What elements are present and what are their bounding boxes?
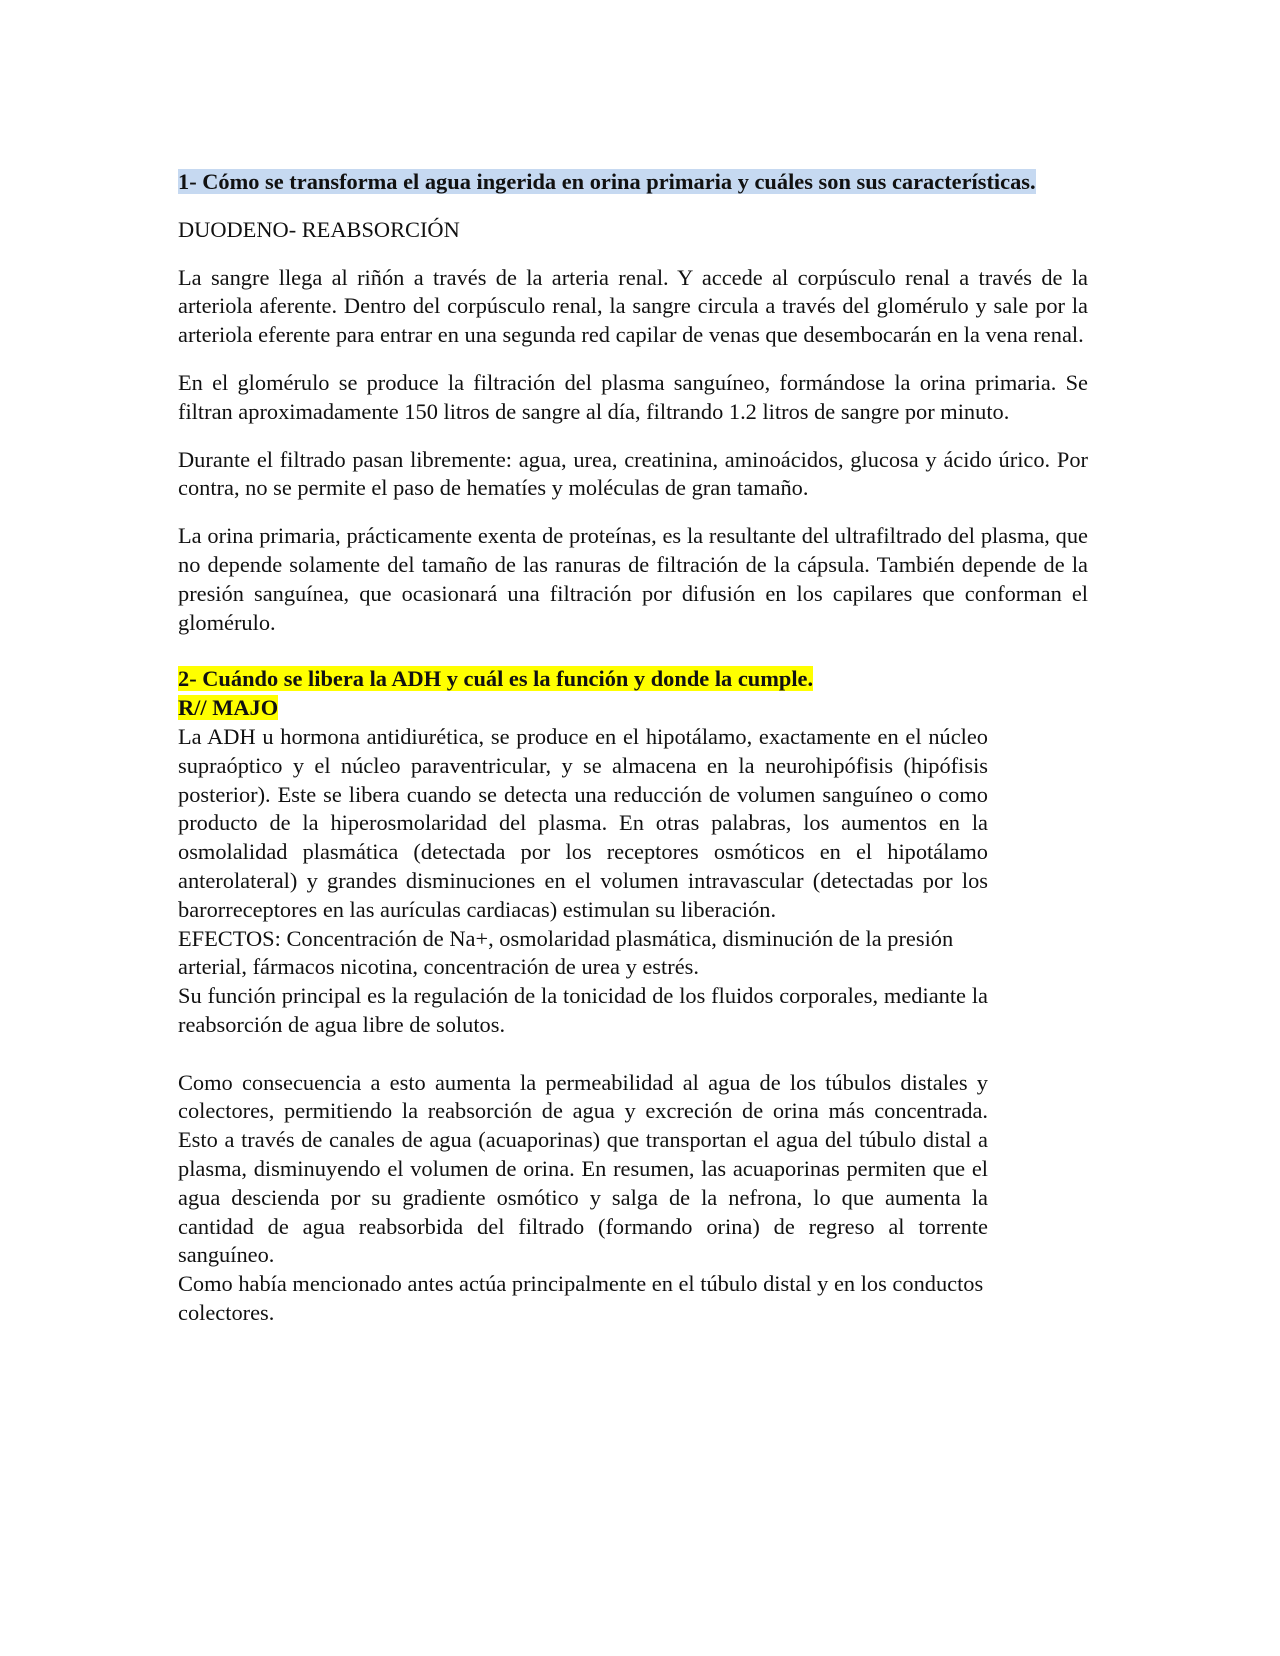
q1-paragraph: Durante el filtrado pasan libremente: agua, urea, creatinina, aminoácidos, glucosa y ácido úrico. Por contra, no se permite el paso de hematíes y moléculas de gran tamaño. xyxy=(178,446,1088,501)
question-2-answer-label xyxy=(178,694,1088,723)
question-2-heading-text: 2- Cuándo se libera la ADH y cuál es la función y donde la cumple. xyxy=(178,666,814,692)
q1-paragraph: La orina primaria, prácticamente exenta de proteínas, es la resultante del ultrafiltrado del plasma, que no depende solamente del tamaño de las ranuras de filtración de la cápsula. También depende de la presión sanguínea, que ocasionará una filtración por difusión en los capilares que conforman el glomérulo. xyxy=(178,523,1088,635)
q1-paragraph: La sangre llega al riñón a través de la arteria renal. Y accede al corpúsculo renal a través de la arteriola aferente. Dentro del corpúsculo renal, la sangre circula a través del glomérulo y sale por la arteriola eferente para entrar en una segunda red capilar de venas que desembocarán en la vena renal. xyxy=(178,264,1088,348)
q1-paragraph: En el glomérulo se produce la filtración del plasma sanguíneo, formándose la orina primaria. Se filtran aproximadamente 150 litros de sangre al día, filtrando 1.2 litros de sangre por minuto. xyxy=(178,369,1088,424)
q2-paragraph: Su función principal es la regulación de la tonicidad de los fluidos corporales, mediante la reabsorción de agua libre de solutos. xyxy=(178,983,988,1037)
question-1-subtitle: DUODENO- REABSORCIÓN xyxy=(178,216,460,242)
question-2-answer xyxy=(178,723,988,1328)
q2-paragraph: Como consecuencia a esto aumenta la permeabilidad al agua de los túbulos distales y colectores, permitiendo la reabsorción de agua y excreción de orina más concentrada. Esto a través de canales de agua (acuaporinas) que transportan el agua del túbulo distal a plasma, disminuyendo el volumen de orina. En resumen, las acuaporinas permiten que el agua descienda por su gradiente osmótico y salga de la nefrona, lo que aumenta la cantidad de agua reabsorbida del filtrado (formando orina) de regreso al torrente sanguíneo. xyxy=(178,1069,988,1268)
q2-effects: EFECTOS: Concentración de Na+, osmolaridad plasmática, disminución de la presión arterial, fármacos nicotina, concentración de urea y estrés. xyxy=(178,925,954,980)
question-1-heading xyxy=(178,168,1088,197)
question-1-heading-text: 1- Cómo se transforma el agua ingerida en orina primaria y cuáles son sus características. xyxy=(178,169,1036,194)
q2-paragraph: Como había mencionado antes actúa principalmente en el túbulo distal y en los conductos colectores. xyxy=(178,1271,984,1325)
answer-label-text: R// MAJO xyxy=(178,695,279,721)
q2-paragraph: La ADH u hormona antidiurética, se produce en el hipotálamo, exactamente en el núcleo supraóptico y el núcleo paraventricular, y se almacena en la neurohipófisis (hipófisis posterior). Este se libera cuando se detecta una reducción de volumen sanguíneo o como producto de la hiperosmolaridad del plasma. En otras palabras, los aumentos en la osmolalidad plasmática (detectada por los receptores osmóticos en el hipotálamo anterolateral) y grandes disminuciones en el volumen intravascular (detectadas por los barorreceptores en las aurículas cardiacas) estimulan su liberación. xyxy=(178,723,988,922)
blank-line xyxy=(178,1040,988,1069)
document-body xyxy=(178,168,1088,1328)
question-2-heading xyxy=(178,665,1088,694)
